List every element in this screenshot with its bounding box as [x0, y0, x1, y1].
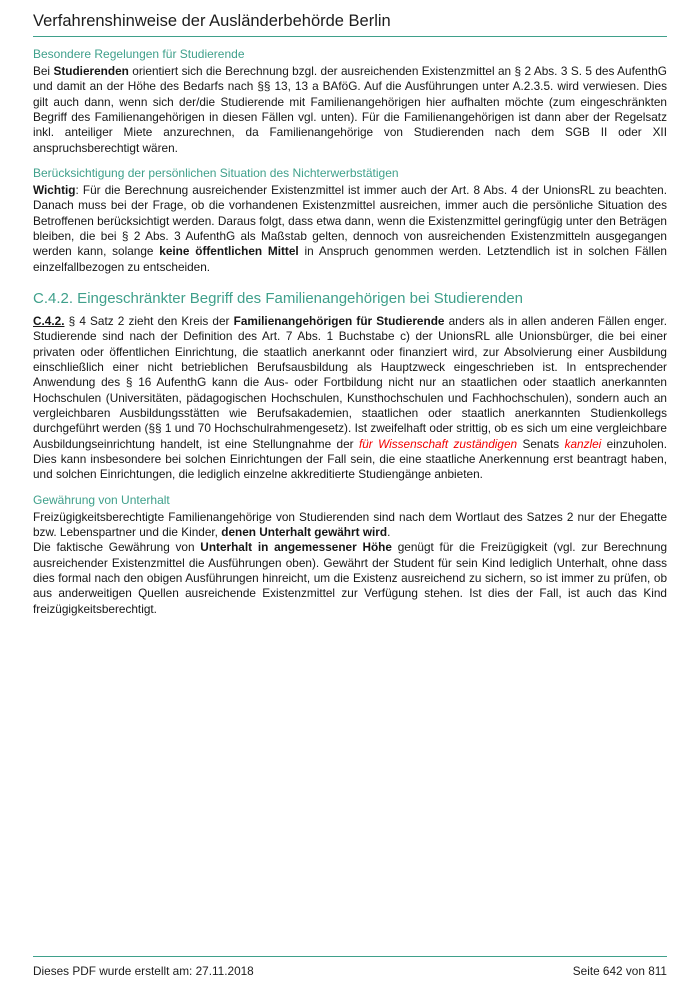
- emphasis-text-run: Wichtig: [33, 182, 76, 197]
- text-run: orientiert sich die Berechnung bzgl. der ausreichenden Existenzmittel an § 2 Abs. 3 S. 5 des AufenthG und damit an der Höhe des Bedarfs nach §§ 13, 13 a BAföG. Auf die Ausführungen unter A.2.3.5. wird verwiesen. Dies gilt auch dann, wenn sich der/die Studierende mit Familienangehörigen hier aufhalten möchte (zum eingeschränkten Begriff des Familienangehörigen in diesen Fällen vgl. unten). Für die Familienangehörigen ist dann aber der Regelsatz inkl. anteiliger Miete anzurechnen, da Familienangehörige von Studierenden nach dem SGB II oder XII anspruchsberechtigt wären.: [33, 64, 667, 155]
- text-run: genügt für die Freizügigkeit (vgl. zur Berechnung ausreichender Existenzmittel die Ausführungen oben). Gewährt der Student für sein Kind lediglich Unterhalt, ohne dass dies formal nach den obigen Ausführungen hinreicht, um die Existenz ausreichend zu sichern, so ist immer zu prüfen, ob aus anderweitigen Quellen ausreichende Existenzmittel zur Verfügung stehen. Ist dies der Fall, ist auch das Kind freizügigkeitsberechtigt.: [33, 540, 668, 616]
- text-run: in Anspruch genommen werden. Letztendlich ist in solchen Fällen einzelfallbezogen zu entscheiden.: [33, 244, 667, 274]
- text-run: anders als in allen anderen Fällen enger. Studierende sind nach der Definition des Art. 7 Abs. 1 Buchstabe c) der UnionsRL alle Unionsbürger, die bei einer privaten oder öffentlichen Einrichtung, die staatlich anerkannt oder finanziert wird, zur Absolvierung einer Ausbildung einschließlich einer nicht betrieblichen Berufsausbildung als Hauptzweck eingeschrieben ist. In entsprechender Anwendung des § 16 AufenthG kann die Aus- oder Fortbildung nicht nur an staatlichen oder staatlich anerkannten Hochschulen (Universitäten, pädagogischen Hochschulen, Kunsthochschulen und Fachhochschulen), sondern auch an vergleichbaren Ausbildungsstätten wie Berufsakademien, staatlichen oder staatlich anerkannten Studienkollegs durchgeführt werden (§§ 1 und 70 Hochschulrahmengesetz). Ist zweifelhaft oder strittig, ob es sich um eine vergleichbare Ausbildungseinrichtung handelt, ist eine Stellungnahme der: [33, 313, 667, 451]
- emphasis-text-run: keine öffentlichen Mittel: [159, 244, 299, 259]
- text-run: Bei: [33, 64, 54, 78]
- title-divider: [33, 36, 667, 37]
- text-run: Freizügigkeitsberechtigte Familienangehörige von Studierenden sind nach dem Wortlaut des Satzes 2 nur der Ehegatte bzw. Lebenspartner und die Kinder,: [33, 509, 667, 539]
- footer-page-number: Seite 642 von 811: [572, 964, 667, 978]
- section-heading-c42: C.4.2. Eingeschränkter Begriff des Familienangehörigen bei Studierenden: [33, 289, 524, 307]
- paragraph-gewaehrung-unterhalt-2: [33, 540, 667, 617]
- text-run: : Für die Berechnung ausreichender Existenzmittel ist immer auch der Art. 8 Abs. 4 der UnionsRL zu beachten. Danach muss bei der Frage, ob die vorhandenen Existenzmittel ausreichen, immer auch die persönliche Situation des Betroffenen berücksichtigt werden. Daraus folgt, dass etwa dann, wenn die Existenzmittel geringfügig unter den Beträgen bleiben, die bei § 2 Abs. 3 AufenthG als Maßstab gelten, dennoch von ausreichenden Existenzmitteln ausgegangen werden kann, solange: [33, 182, 667, 259]
- section-heading-gewaehrung-unterhalt: Gewährung von Unterhalt: [33, 492, 170, 507]
- emphasis-text-run: C.4.2.: [33, 313, 65, 328]
- paragraph-c42: [33, 314, 667, 483]
- emphasis-text-run: Familienangehörigen für Studierende: [233, 313, 445, 328]
- text-run: einzuholen. Dies kann insbesondere bei solchen Einrichtungen der Fall sein, die eine staatliche Anerkennung erst beantragt haben, und solchen Einrichtungen, die lediglich einzelne akkreditierte Studiengänge anbieten.: [33, 436, 667, 482]
- paragraph-besondere-regelungen: [33, 64, 667, 156]
- emphasis-text-run: Studierenden: [53, 64, 129, 78]
- footer-row: [33, 964, 667, 978]
- page-footer: [33, 956, 667, 978]
- document-title: Verfahrenshinweise der Ausländerbehörde Berlin: [33, 12, 391, 30]
- text-run: Die faktische Gewährung von: [33, 540, 201, 555]
- footer-divider: [33, 956, 667, 957]
- text-run: .: [387, 524, 391, 539]
- edited-text-run: kanzlei: [564, 436, 602, 451]
- emphasis-text-run: denen Unterhalt gewährt wird: [221, 524, 388, 539]
- edited-text-run: für Wissenschaft zuständigen: [358, 436, 518, 451]
- section-heading-besondere-regelungen: Besondere Regelungen für Studierende: [33, 47, 245, 61]
- footer-created-date: Dieses PDF wurde erstellt am: 27.11.2018: [33, 964, 254, 978]
- text-run: § 4 Satz 2 zieht den Kreis der: [64, 313, 234, 328]
- paragraph-beruecksichtigung-situation: [33, 183, 667, 275]
- paragraph-gewaehrung-unterhalt-1: [33, 510, 667, 541]
- section-heading-beruecksichtigung-situation: Berücksichtigung der persönlichen Situation des Nichterwerbstätigen: [33, 165, 399, 180]
- emphasis-text-run: Unterhalt in angemessener Höhe: [200, 540, 392, 555]
- text-run: Senats: [517, 436, 565, 451]
